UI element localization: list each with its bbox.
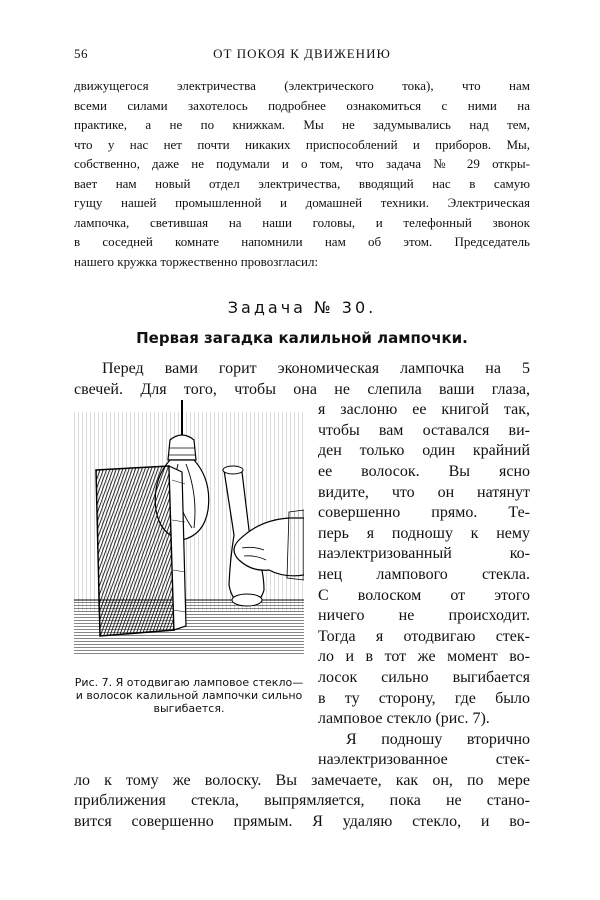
figure-wrap-area bbox=[74, 400, 530, 771]
body-line: совершенно прямо. Те- bbox=[318, 504, 530, 522]
intro-line: собственно, даже не подумали и о том, что задача № 29 откры- bbox=[74, 156, 530, 171]
body-line: перь я подношу к нему bbox=[318, 524, 530, 542]
wrapped-text-column bbox=[318, 400, 530, 771]
page-number: 56 bbox=[74, 46, 88, 61]
body-line: наэлектризованное стек- bbox=[318, 751, 530, 769]
problem-title: Задача № 30. bbox=[227, 298, 377, 317]
body-line: нец лампового стекла. bbox=[318, 565, 530, 583]
figure-7 bbox=[74, 400, 304, 715]
intro-line: практике, а не по книжкам. Мы не задумывались над тем, bbox=[74, 117, 530, 132]
page-header bbox=[74, 44, 530, 66]
body-line: ло к тому же волоску. Вы замечаете, как он, по мере bbox=[74, 771, 530, 789]
body-line: наэлектризованный ко- bbox=[318, 545, 530, 563]
problem-subtitle: Первая загадка калильной лампочки. bbox=[136, 329, 468, 347]
body-line: ламповое стекло (рис. 7). bbox=[318, 710, 490, 728]
body-line: я заслоню ее книгой так, bbox=[318, 401, 530, 419]
intro-line: вает нам новый отдел электричества, вводящий нас в самую bbox=[74, 175, 530, 191]
body-line: С волоском от этого bbox=[318, 586, 530, 604]
intro-line: гущу нашей промышленной и домашней техники. Электрическая bbox=[74, 195, 530, 210]
body-line: в ту сторону, где было bbox=[318, 689, 530, 707]
body-line: чтобы вам оставался ви- bbox=[318, 421, 530, 439]
intro-line: нашего кружка торжественно провозгласил: bbox=[74, 253, 319, 269]
book-page bbox=[74, 44, 530, 833]
intro-line: всеми силами захотелось подробнее ознакомиться с ними на bbox=[74, 97, 530, 113]
intro-line: лампочка, светившая на наши головы, и телефонный звонок bbox=[74, 214, 530, 230]
intro-paragraph bbox=[74, 76, 530, 271]
intro-line: в соседней комнате напомнили нам об этом. Председатель bbox=[74, 234, 530, 249]
body-line: приближения стекла, выпрямляется, пока не стано- bbox=[74, 792, 530, 810]
body-line: Тогда я отодвигаю стек- bbox=[318, 627, 530, 645]
intro-line: что у нас нет почти никаких приспособлений и приборов. Мы, bbox=[74, 136, 530, 152]
problem-body bbox=[74, 359, 530, 833]
body-line: Перед вами горит экономическая лампочка на 5 bbox=[102, 360, 530, 377]
body-line: ден только один крайний bbox=[318, 442, 530, 460]
figure-caption: Рис. 7. Я отодвигаю ламповое стекло— и волосок калильной лампочки сильно выгибается. bbox=[74, 676, 304, 716]
body-line: Я подношу вторично bbox=[346, 730, 530, 748]
body-line: ничего не происходит. bbox=[318, 607, 530, 625]
body-line: ее волосок. Вы ясно bbox=[318, 462, 530, 480]
body-line: свечей. Для того, чтобы она не слепила ваши глаза, bbox=[74, 380, 530, 398]
running-head: ОТ ПОКОЯ К ДВИЖЕНИЮ bbox=[213, 46, 391, 61]
intro-line: движущегося электричества (электрического тока), что нам bbox=[74, 78, 530, 93]
body-line: ло и в тот же момент во- bbox=[318, 648, 530, 666]
body-line: вится совершенно прямым. Я удаляю стекло, и во- bbox=[74, 813, 530, 831]
body-line: видите, что он натянут bbox=[318, 483, 530, 501]
body-line: лосок сильно выгибается bbox=[318, 668, 530, 686]
lamp-book-illustration bbox=[74, 400, 304, 670]
